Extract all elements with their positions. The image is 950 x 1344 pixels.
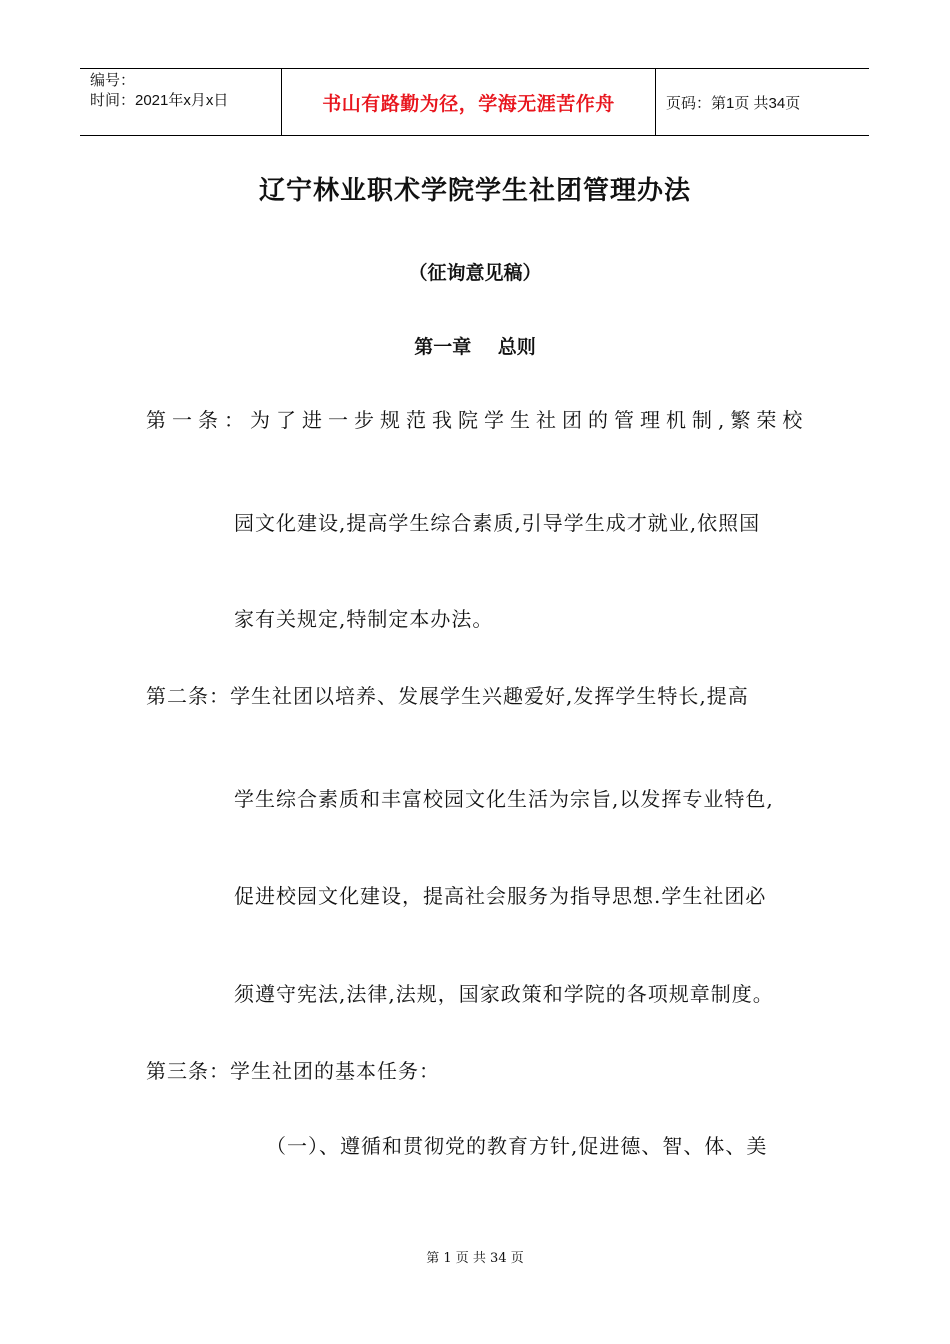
body-line: 第三条：学生社团的基本任务：	[146, 1059, 440, 1083]
document-time-label: 时间：2021年x月x日	[90, 92, 229, 109]
header-meta-cell	[80, 69, 282, 135]
header-page-info: 页码：第1页 共34页	[666, 94, 801, 112]
header-motto-cell	[282, 69, 656, 135]
body-line: 第二条：学生社团以培养、发展学生兴趣爱好,发挥学生特长,提高	[146, 684, 749, 708]
body-line: 促进校园文化建设，提高社会服务为指导思想.学生社团必	[234, 884, 767, 908]
chapter-heading: 第一章 总则	[414, 336, 536, 358]
body-line: 园文化建设,提高学生综合素质,引导学生成才就业,依照国	[234, 511, 761, 535]
header-motto: 书山有路勤为径，学海无涯苦作舟	[322, 92, 615, 115]
body-line: （一）、遵循和贯彻党的教育方针,促进德、智、体、美	[266, 1134, 768, 1158]
page-header	[80, 68, 869, 136]
document-title: 辽宁林业职术学院学生社团管理办法	[258, 176, 691, 206]
body-line: 家有关规定,特制定本办法。	[234, 607, 494, 631]
page-footer: 第 1 页 共 34 页	[426, 1251, 524, 1266]
body-line: 学生综合素质和丰富校园文化生活为宗旨,以发挥专业特色,	[234, 787, 774, 811]
document-subtitle: （征询意见稿）	[408, 262, 542, 284]
body-line: 须遵守宪法,法律,法规，国家政策和学院的各项规章制度。	[234, 982, 774, 1006]
document-number-label: 编号：	[90, 72, 136, 89]
body-line: 第一条：为了进一步规范我院学生社团的管理机制,繁荣校	[146, 408, 809, 432]
header-page-cell	[656, 69, 869, 135]
